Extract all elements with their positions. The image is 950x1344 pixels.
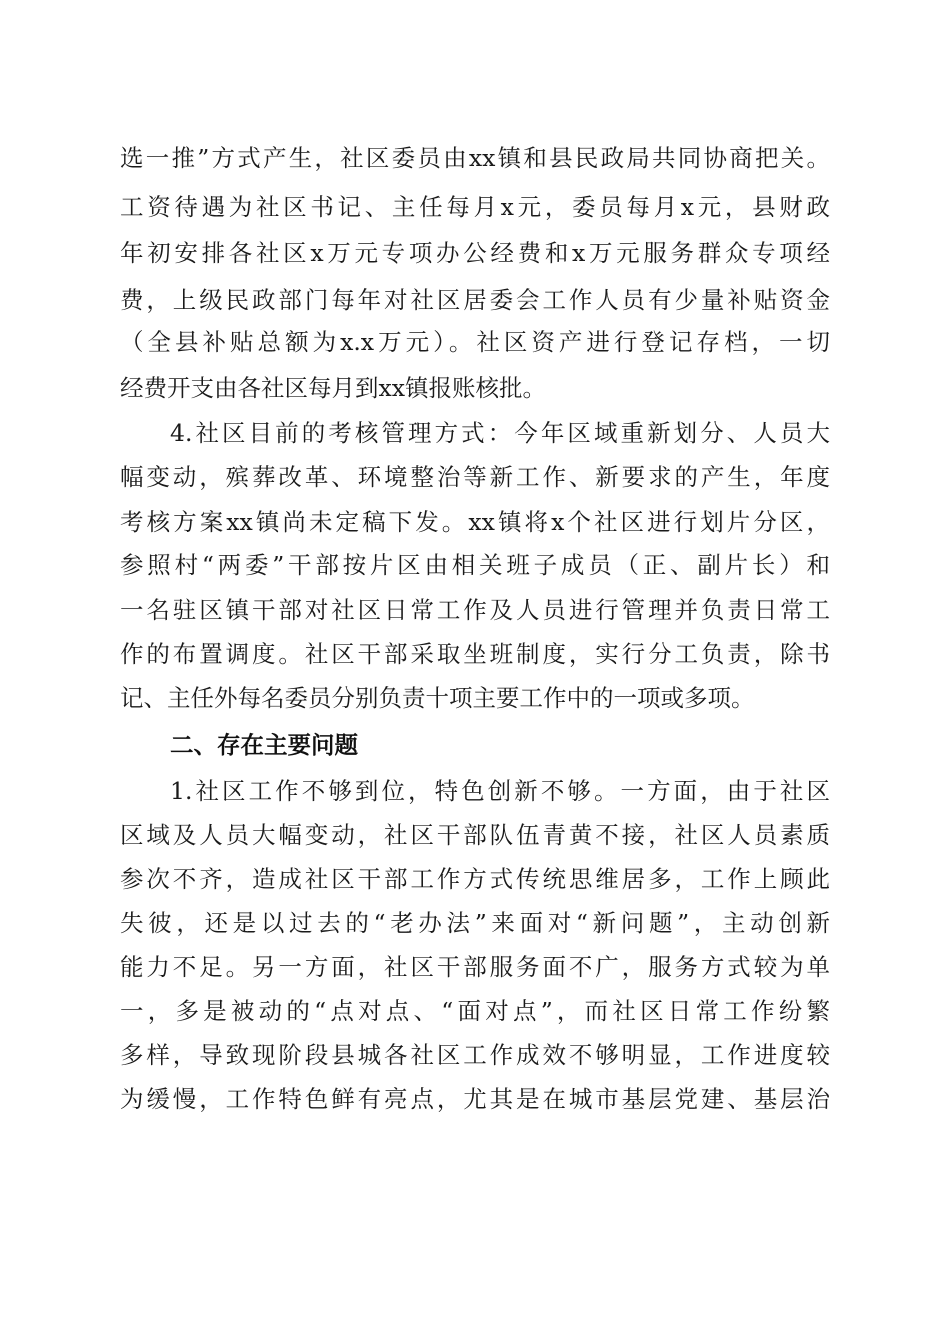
paragraph-line: 选一推”方式产生，社区委员由xx镇和县民政局共同协商把关。 bbox=[120, 144, 830, 172]
paragraph-line: 能力不足。另一方面，社区干部服务面不广，服务方式较为单 bbox=[120, 953, 830, 981]
paragraph-line: 年初安排各社区x万元专项办公经费和x万元服务群众专项经 bbox=[120, 239, 830, 267]
paragraph-line: 费，上级民政部门每年对社区居委会工作人员有少量补贴资金 bbox=[120, 286, 830, 314]
paragraph-line: 多样，导致现阶段县城各社区工作成效不够明显，工作进度较 bbox=[120, 1041, 830, 1069]
paragraph-line: 失彼，还是以过去的“老办法”来面对“新问题”，主动创新 bbox=[120, 909, 830, 937]
paragraph-line: 作的布置调度。社区干部采取坐班制度，实行分工负责，除书 bbox=[120, 640, 830, 668]
paragraph-line: 幅变动，殡葬改革、环境整治等新工作、新要求的产生，年度 bbox=[120, 463, 830, 491]
paragraph-line: 一，多是被动的“点对点、“面对点”，而社区日常工作纷繁 bbox=[120, 997, 830, 1025]
paragraph-line: 记、主任外每名委员分别负责十项主要工作中的一项或多项。 bbox=[120, 684, 755, 712]
paragraph-line: 1.社区工作不够到位，特色创新不够。一方面，由于社区 bbox=[170, 777, 830, 805]
paragraph-line: 参照村“两委”干部按片区由相关班子成员（正、副片长）和 bbox=[120, 551, 830, 579]
paragraph-line: 经费开支由各社区每月到xx镇报账核批。 bbox=[120, 374, 547, 402]
paragraph-line: 为缓慢，工作特色鲜有亮点，尤其是在城市基层党建、基层治 bbox=[120, 1085, 830, 1113]
section-heading: 二、存在主要问题 bbox=[170, 731, 358, 759]
paragraph-line: 4.社区目前的考核管理方式：今年区域重新划分、人员大 bbox=[170, 419, 830, 447]
paragraph-line: 一名驻区镇干部对社区日常工作及人员进行管理并负责日常工 bbox=[120, 596, 830, 624]
paragraph-line: 参次不齐，造成社区干部工作方式传统思维居多，工作上顾此 bbox=[120, 865, 830, 893]
paragraph-line: 区域及人员大幅变动，社区干部队伍青黄不接，社区人员素质 bbox=[120, 821, 830, 849]
paragraph-line: （全县补贴总额为x.x万元）。社区资产进行登记存档，一切 bbox=[120, 328, 830, 356]
paragraph-line: 考核方案xx镇尚未定稿下发。xx镇将x个社区进行划片分区， bbox=[120, 508, 830, 536]
paragraph-line: 工资待遇为社区书记、主任每月x元，委员每月x元，县财政 bbox=[120, 193, 830, 221]
